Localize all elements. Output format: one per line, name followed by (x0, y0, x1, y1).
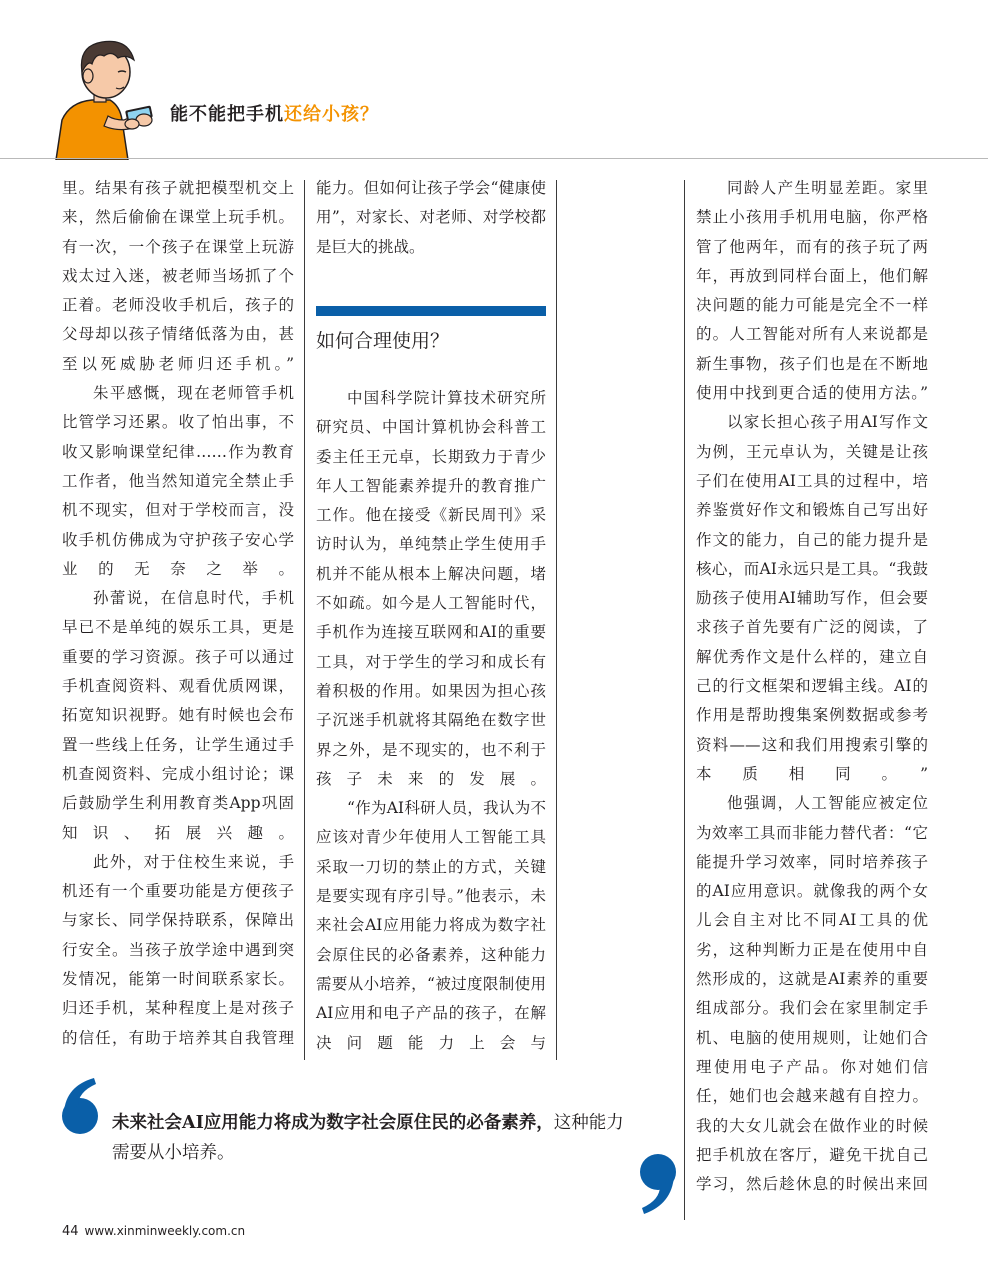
header-title-prefix: 能不能把手机 (170, 104, 284, 125)
boy-playing-phone-illustration (48, 36, 168, 160)
paragraph: 以家长担心孩子用AI写作文为例，王元卓认为，关键是让孩子们在使用AI工具的过程中，培养鉴赏好作文和锻炼自己写出好作文的能力，自己的能力提升是核心，而AI永远只是工具。“我鼓励孩子使用AI辅助写作，但会要求孩子首先要有广泛的阅读，了解优秀作文是什么样的，建立自己的行文框架和逻辑主线。AI的作用是帮助搜集案例数据或参考资料——这和我们用搜索引擎的本质相同。” (696, 413, 928, 783)
column-divider (556, 180, 557, 1060)
section-heading-bar (316, 306, 546, 316)
open-quote-mark-icon (56, 1076, 104, 1140)
article-column-2-top (316, 174, 546, 262)
paragraph: “作为AI科研人员，我认为不应该对青少年使用人工智能工具采取一刀切的禁止的方式，关键是要实现有序引导。”他表示，未来社会AI应用能力将成为数字社会原住民的必备素养，这种能力需要从小培养，“被过度限制使用AI应用和电子产品的孩子，在解决问题能力上会与 (316, 799, 546, 1052)
paragraph: 同龄人产生明显差距。家里禁止小孩用手机用电脑，你严格管了他两年，而有的孩子玩了两年，再放到同样台面上，他们解决问题的能力可能是完全不一样的。人工智能对所有人来说都是新生事物，孩子们也是在不断地使用中找到更合适的使用方法。” (696, 179, 928, 403)
paragraph: 此外，对于住校生来说，手机还有一个重要功能是方便孩子与家长、同学保持联系，保障出行安全。当孩子放学途中遇到突发情况，能第一时间联系家长。归还手机，某种程度上是对孩子的信任，有助于培养其自我管理 (62, 852, 294, 1047)
section-heading: 如何合理使用？ (316, 330, 450, 352)
running-header-title (170, 100, 379, 126)
pull-quote-normal: 这种能力需要从小培养。 (112, 1113, 624, 1163)
paragraph: 中国科学院计算技术研究所研究员、中国计算机协会科普工委主任王元卓，长期致力于青少年人工智能素养提升的教育推广工作。他在接受《新民周刊》采访时认为，单纯禁止学生使用手机并不能从根本上解决问题，堵不如疏。如今是人工智能时代，手机作为连接互联网和AI的重要工具，对于学生的学习和成长有着积极的作用。如果因为担心孩子沉迷手机就将其隔绝在数字世界之外，是不现实的，也不利于孩子未来的发展。 (316, 389, 546, 788)
article-column-1 (62, 174, 294, 1053)
header-title-highlight: 还给小孩 (284, 104, 360, 125)
page-footer (62, 1224, 245, 1239)
paragraph: 朱平感慨，现在老师管手机比管学习还累。收了怕出事，不收又影响课堂纪律……作为教育工作者，他当然知道完全禁止手机不现实，但对于学校而言，没收手机仿佛成为守护孩子安心学业的无奈之举。 (62, 384, 294, 578)
paragraph: 里。结果有孩子就把模型机交上来，然后偷偷在课堂上玩手机。有一次，一个孩子在课堂上玩游戏太过入迷，被老师当场抓了个正着。老师没收手机后，孩子的父母却以孩子情绪低落为由，甚至以死威胁老师归还手机。” (62, 179, 294, 373)
header-divider (0, 158, 988, 159)
column-divider (304, 180, 305, 1060)
article-column-2 (316, 384, 546, 1058)
pull-quote-bold: 未来社会AI应用能力将成为数字社会原住民的必备素养， (112, 1113, 554, 1133)
article-column-3 (696, 174, 928, 1199)
pull-quote (112, 1108, 632, 1168)
paragraph: 孙蕾说，在信息时代，手机早已不是单纯的娱乐工具，更是重要的学习资源。孩子可以通过手机查阅资料、观看优质网课，拓宽知识视野。她有时候也会布置一些线上任务，让学生通过手机查阅资料、完成小组讨论；课后鼓励学生利用教育类App巩固知识、拓展兴趣。 (62, 589, 294, 842)
page-number: 44 (62, 1224, 79, 1239)
paragraph: 能力。但如何让孩子学会“健康使用”，对家长、对老师、对学校都是巨大的挑战。 (316, 179, 546, 256)
paragraph: 他强调，人工智能应被定位为效率工具而非能力替代者：“它能提升学习效率，同时培养孩子的AI应用意识。就像我的两个女儿会自主对比不同AI工具的优劣，这种判断力正是在使用中自然形成的，这就是AI素养的重要组成部分。我们会在家里制定手机、电脑的使用规则，让她们合理使用电子产品。你对她们信任，她们也会越来越有自控力。我的大女儿就会在做作业的时候把手机放在客厅，避免干扰自己学习，然后趁休息的时候出来回 (696, 794, 928, 1194)
footer-website: www.xinminweekly.com.cn (84, 1224, 246, 1238)
header-title-suffix: ？ (360, 104, 379, 125)
close-quote-mark-icon (634, 1152, 682, 1222)
column-divider (684, 180, 685, 1220)
